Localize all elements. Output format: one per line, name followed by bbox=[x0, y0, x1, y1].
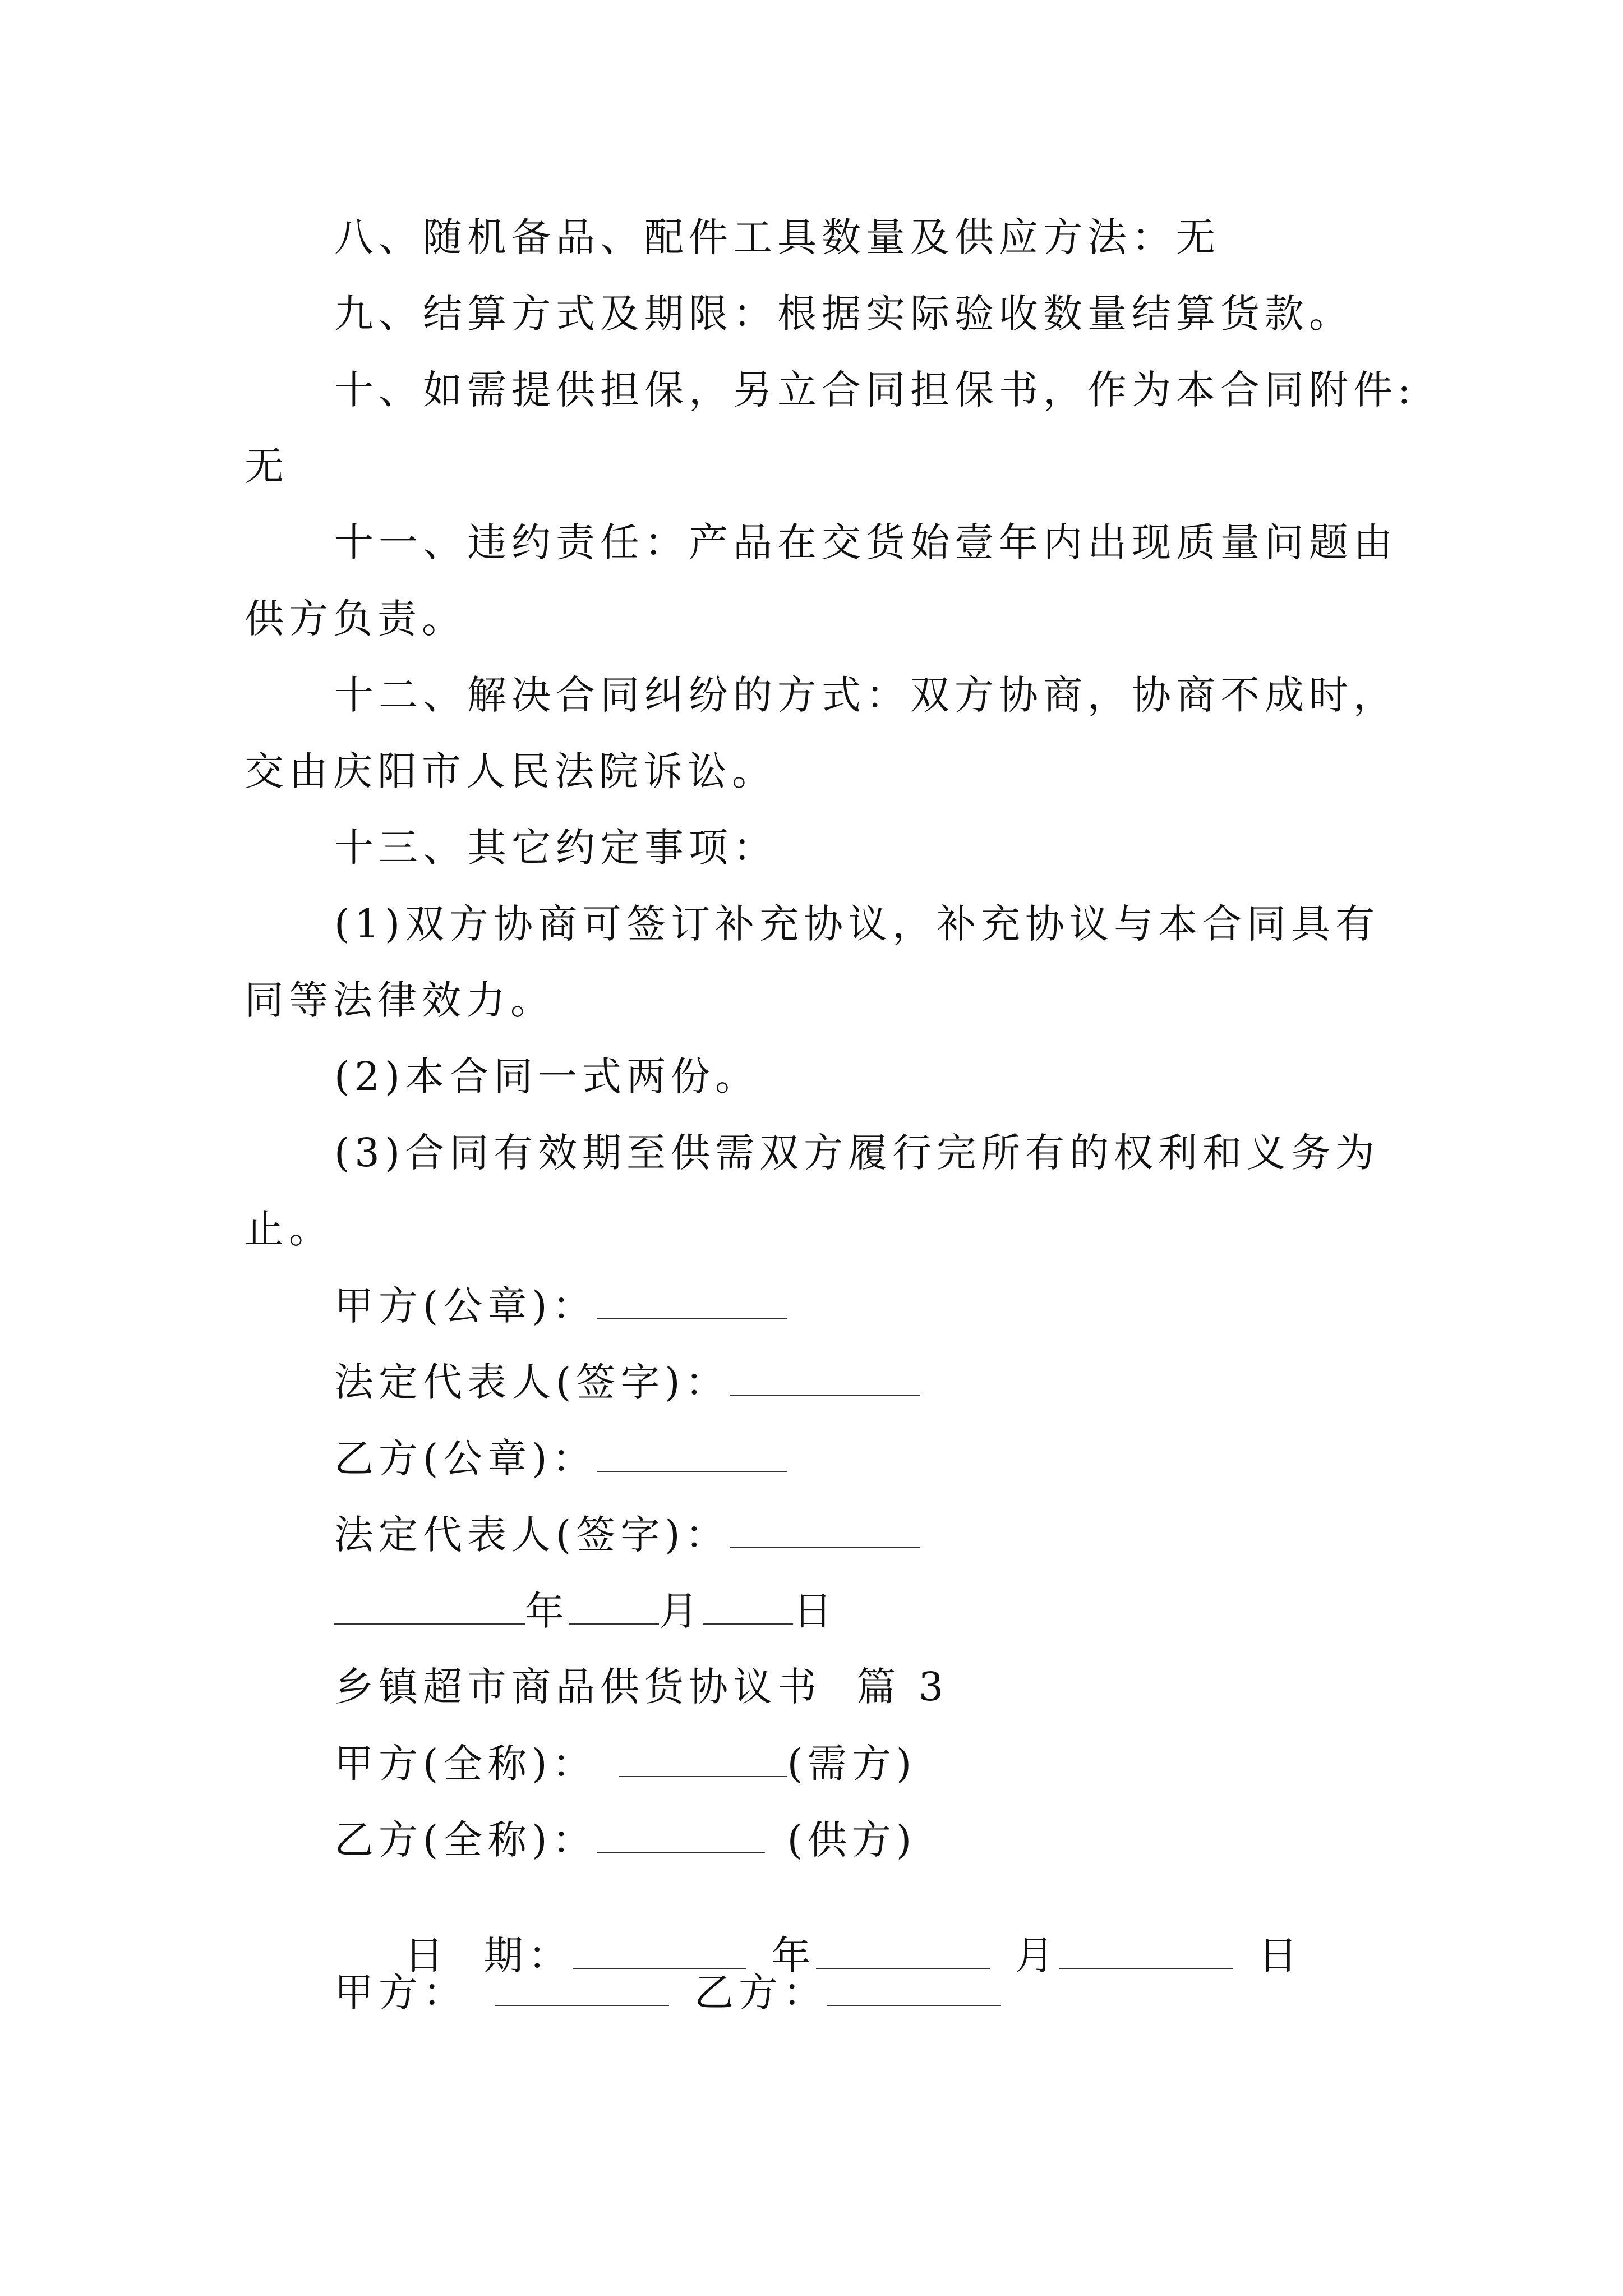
s3-date-day-label: 日 bbox=[1258, 1932, 1303, 1978]
clause-10-cont: 无 bbox=[245, 443, 289, 489]
clause-9: 九、结算方式及期限：根据实际验收数量结算货款。 bbox=[334, 291, 1353, 337]
s3-party-b-role: (供方) bbox=[787, 1817, 917, 1863]
sub-item-1-cont: 同等法律效力。 bbox=[245, 977, 555, 1023]
party-a-seal-label: 甲方(公章)： bbox=[334, 1283, 597, 1329]
clause-11: 十一、违约责任：产品在交货始壹年内出现质量问题由 bbox=[334, 519, 1398, 565]
s3-sign-b-blank[interactable] bbox=[827, 1972, 1001, 2006]
s3-date-month-label: 月 bbox=[1015, 1932, 1059, 1978]
clause-10: 十、如需提供担保，另立合同担保书，作为本合同附件: bbox=[334, 367, 1416, 413]
date-day-blank[interactable] bbox=[703, 1591, 793, 1625]
s3-date-month-blank[interactable] bbox=[816, 1935, 990, 1969]
clause-12-cont: 交由庆阳市人民法院诉讼。 bbox=[245, 748, 776, 794]
party-a-rep-blank[interactable] bbox=[730, 1362, 920, 1396]
party-b-rep-label: 法定代表人(签字)： bbox=[334, 1512, 730, 1558]
party-a-rep-label: 法定代表人(签字)： bbox=[334, 1359, 730, 1405]
party-b-rep-line bbox=[334, 1512, 920, 1558]
s3-party-b-label: 乙方(全称)： bbox=[334, 1817, 597, 1863]
s3-date-label: 日 期： bbox=[404, 1932, 573, 1978]
s3-party-b-blank[interactable] bbox=[597, 1820, 765, 1853]
s3-party-a-line bbox=[334, 1741, 917, 1787]
s3-party-a-role: (需方) bbox=[787, 1741, 917, 1787]
s3-party-a-label: 甲方(全称)： bbox=[334, 1741, 597, 1787]
sub-item-2: (2)本合同一式两份。 bbox=[334, 1053, 760, 1099]
sub-item-3: (3)合同有效期至供需双方履行完所有的权利和义务为 bbox=[334, 1130, 1380, 1176]
s3-sign-line bbox=[334, 1970, 1001, 2016]
s3-date-year-blank[interactable] bbox=[573, 1935, 746, 1969]
party-b-seal-label: 乙方(公章)： bbox=[334, 1435, 597, 1481]
clause-8: 八、随机备品、配件工具数量及供应方法：无 bbox=[334, 214, 1220, 260]
s3-sign-a-blank[interactable] bbox=[495, 1972, 669, 2006]
date-year-blank[interactable] bbox=[334, 1591, 525, 1625]
date-year-label: 年 bbox=[525, 1588, 569, 1634]
s3-party-a-blank[interactable] bbox=[619, 1743, 787, 1777]
s3-sign-b-label: 乙方： bbox=[694, 1970, 827, 2016]
party-a-rep-line bbox=[334, 1359, 920, 1405]
clause-13: 十三、其它约定事项： bbox=[334, 825, 777, 871]
party-a-seal-line bbox=[334, 1283, 787, 1329]
party-b-seal-line bbox=[334, 1435, 787, 1481]
date-month-blank[interactable] bbox=[569, 1591, 659, 1625]
sub-item-1: (1)双方协商可签订补充协议，补充协议与本合同具有 bbox=[334, 901, 1380, 947]
s3-date-year-label: 年 bbox=[771, 1932, 816, 1978]
sub-item-3-cont: 止。 bbox=[245, 1206, 333, 1252]
date-month-label: 月 bbox=[659, 1588, 703, 1634]
date-day-label: 日 bbox=[793, 1588, 837, 1634]
signature-date-line bbox=[334, 1588, 837, 1634]
party-b-seal-blank[interactable] bbox=[597, 1438, 787, 1472]
s3-party-b-line bbox=[334, 1817, 917, 1863]
clause-12: 十二、解决合同纠纷的方式：双方协商，协商不成时， bbox=[334, 672, 1398, 718]
s3-sign-a-label: 甲方： bbox=[334, 1970, 467, 2016]
clause-11-cont: 供方负责。 bbox=[245, 596, 466, 642]
party-b-rep-blank[interactable] bbox=[730, 1515, 920, 1548]
section-3-title: 乡镇超市商品供货协议书 篇 3 bbox=[334, 1664, 949, 1710]
party-a-seal-blank[interactable] bbox=[597, 1286, 787, 1319]
s3-date-day-blank[interactable] bbox=[1059, 1935, 1233, 1969]
